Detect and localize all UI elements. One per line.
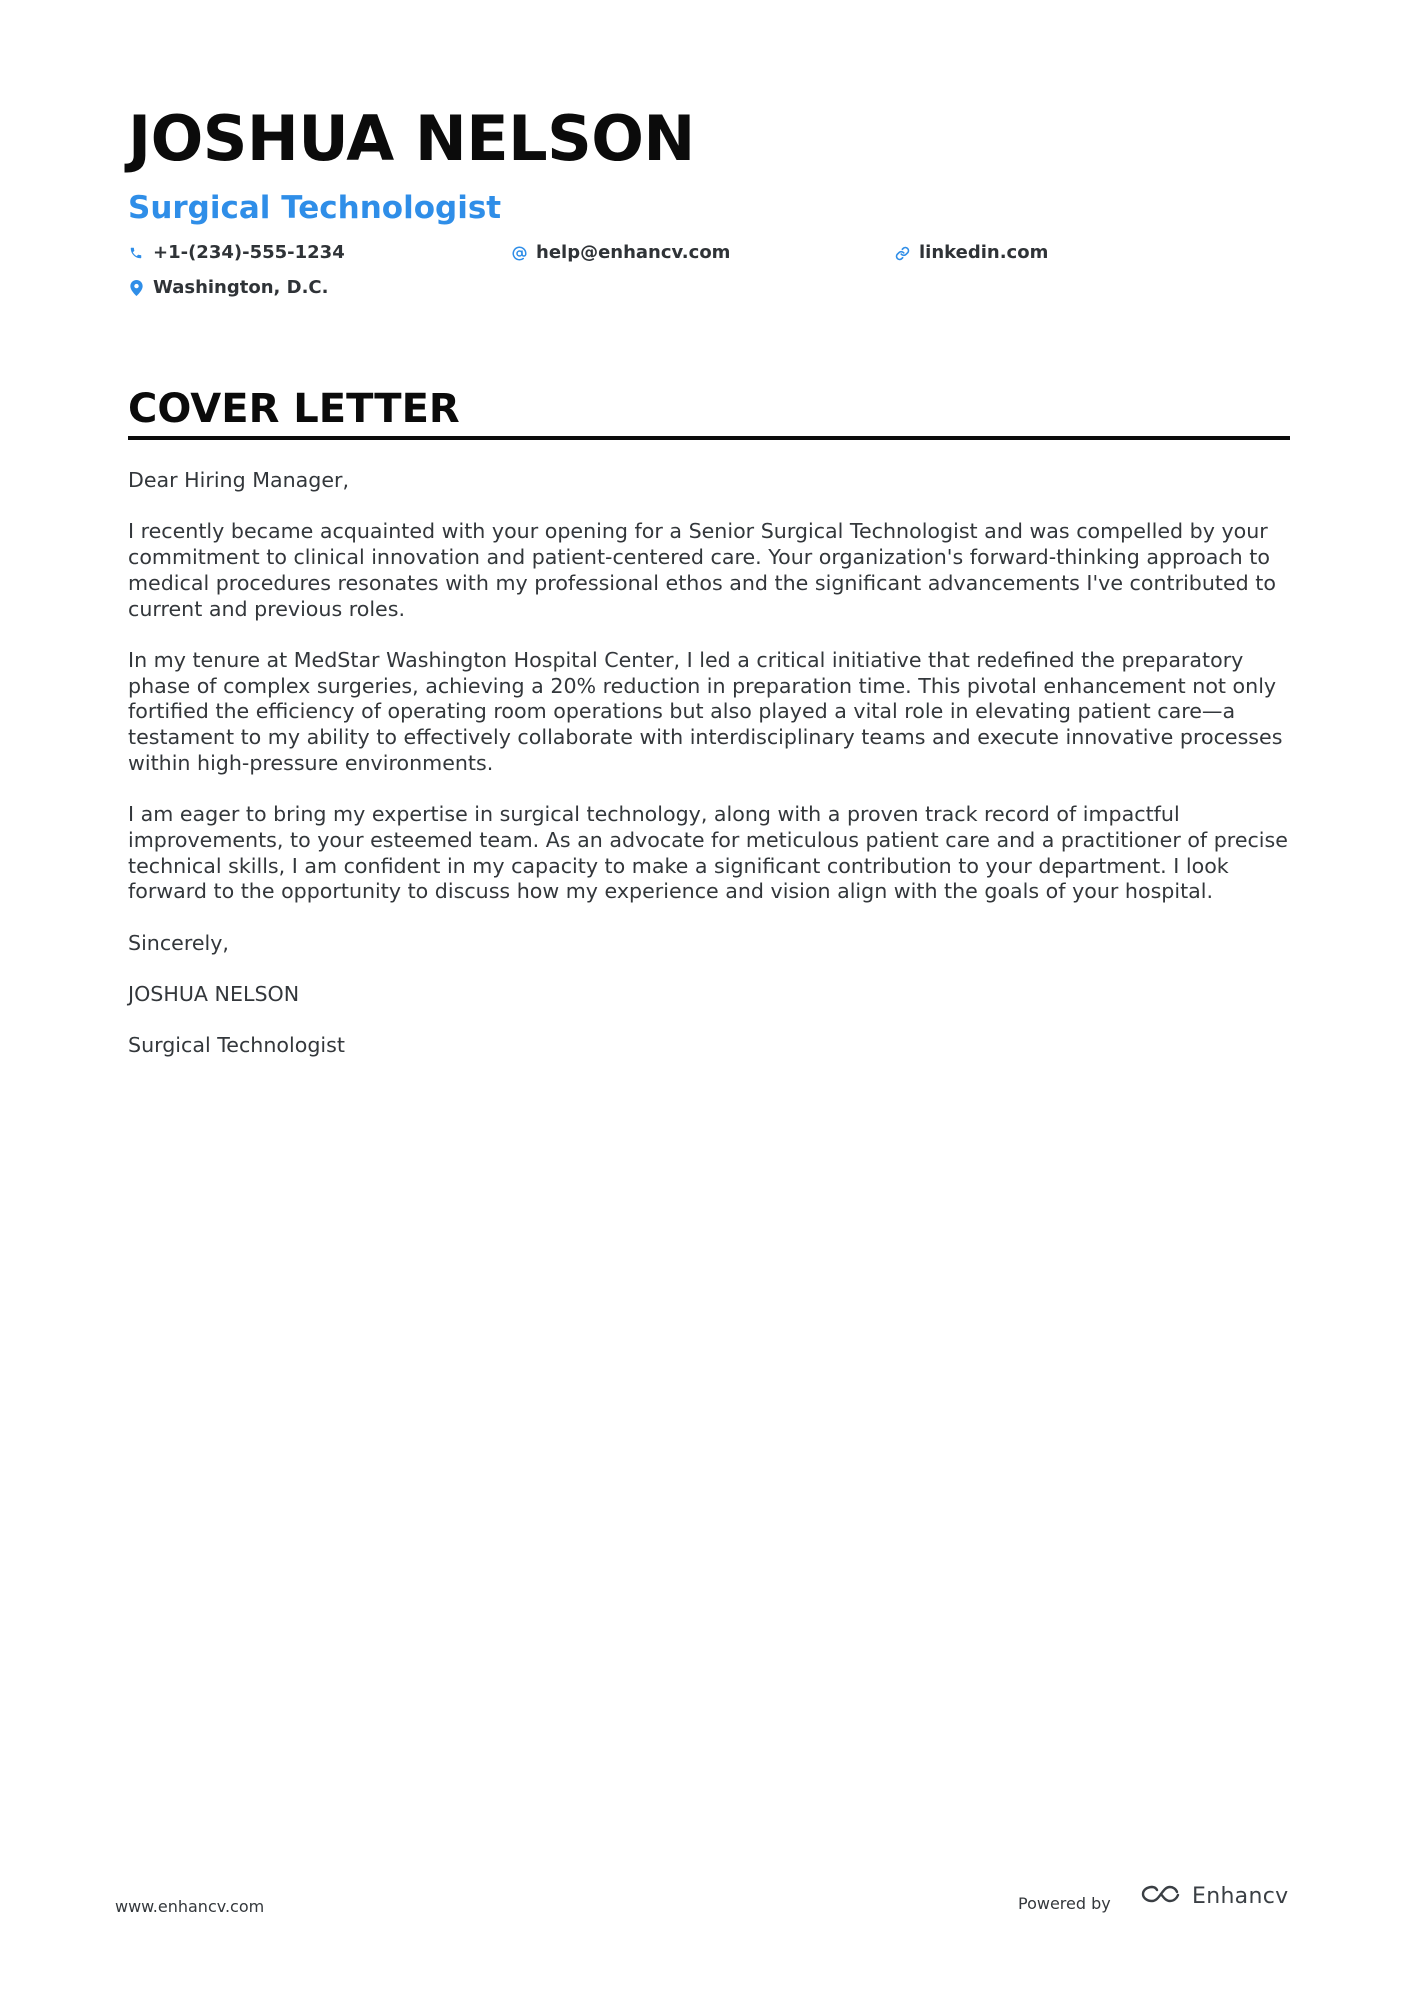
powered-by-label: Powered by [1018,1894,1111,1913]
contact-email[interactable] [511,244,730,262]
contact-link-text: linkedin.com [919,242,1049,263]
contact-link[interactable] [894,244,1048,262]
brand-logo[interactable] [1138,1882,1288,1911]
section-divider [128,436,1290,440]
letter-body [128,468,1293,1085]
contact-email-text: help@enhancv.com [536,242,731,263]
link-icon [894,245,910,261]
signature-title: Surgical Technologist [128,1033,345,1058]
letter-paragraph: I am eager to bring my expertise in surgical technology, along with a proven track record of impactful improvements, to your esteemed team. As an advocate for meticulous patient care and a practitioner of precise technical skills, I am confident in my capacity to make a significant contribution to your department. I look forward to the opportunity to discuss how my experience and vision align with the goals of your hospital. [128,802,1288,904]
enhancv-logo-icon [1138,1882,1184,1911]
signature-name: JOSHUA NELSON [128,981,300,1006]
section-title: COVER LETTER [128,386,460,432]
at-icon [511,245,527,261]
contact-location-text: Washington, D.C. [153,277,329,298]
phone-icon [128,245,144,261]
contact-phone-text: +1-(234)-555-1234 [153,242,345,263]
letter-paragraph: In my tenure at MedStar Washington Hospital Center, I led a critical initiative that redefined the preparatory phase of complex surgeries, achieving a 20% reduction in preparation time. This pivotal enhancement not only fortified the efficiency of operating room operations but also played a vital role in elevating patient care—a testament to my ability to effectively collaborate with interdisciplinary teams and execute innovative processes within high-pressure environments. [128,647,1283,775]
candidate-title: Surgical Technologist [128,190,502,226]
map-pin-icon [128,280,144,296]
candidate-name: JOSHUA NELSON [128,102,695,175]
letter-paragraph: I recently became acquainted with your opening for a Senior Surgical Technologist and was compelled by your commitment to clinical innovation and patient-centered care. Your organization's forward-thinking approach to medical procedures resonates with my professional ethos and the significant advancements I've contributed to current and previous roles. [128,519,1276,621]
letter-greeting: Dear Hiring Manager, [128,468,350,492]
brand-name: Enhancv [1192,1884,1289,1909]
letter-closing: Sincerely, [128,930,229,955]
contact-location [128,279,328,297]
contact-phone [128,244,345,262]
footer-url[interactable]: www.enhancv.com [115,1897,265,1916]
